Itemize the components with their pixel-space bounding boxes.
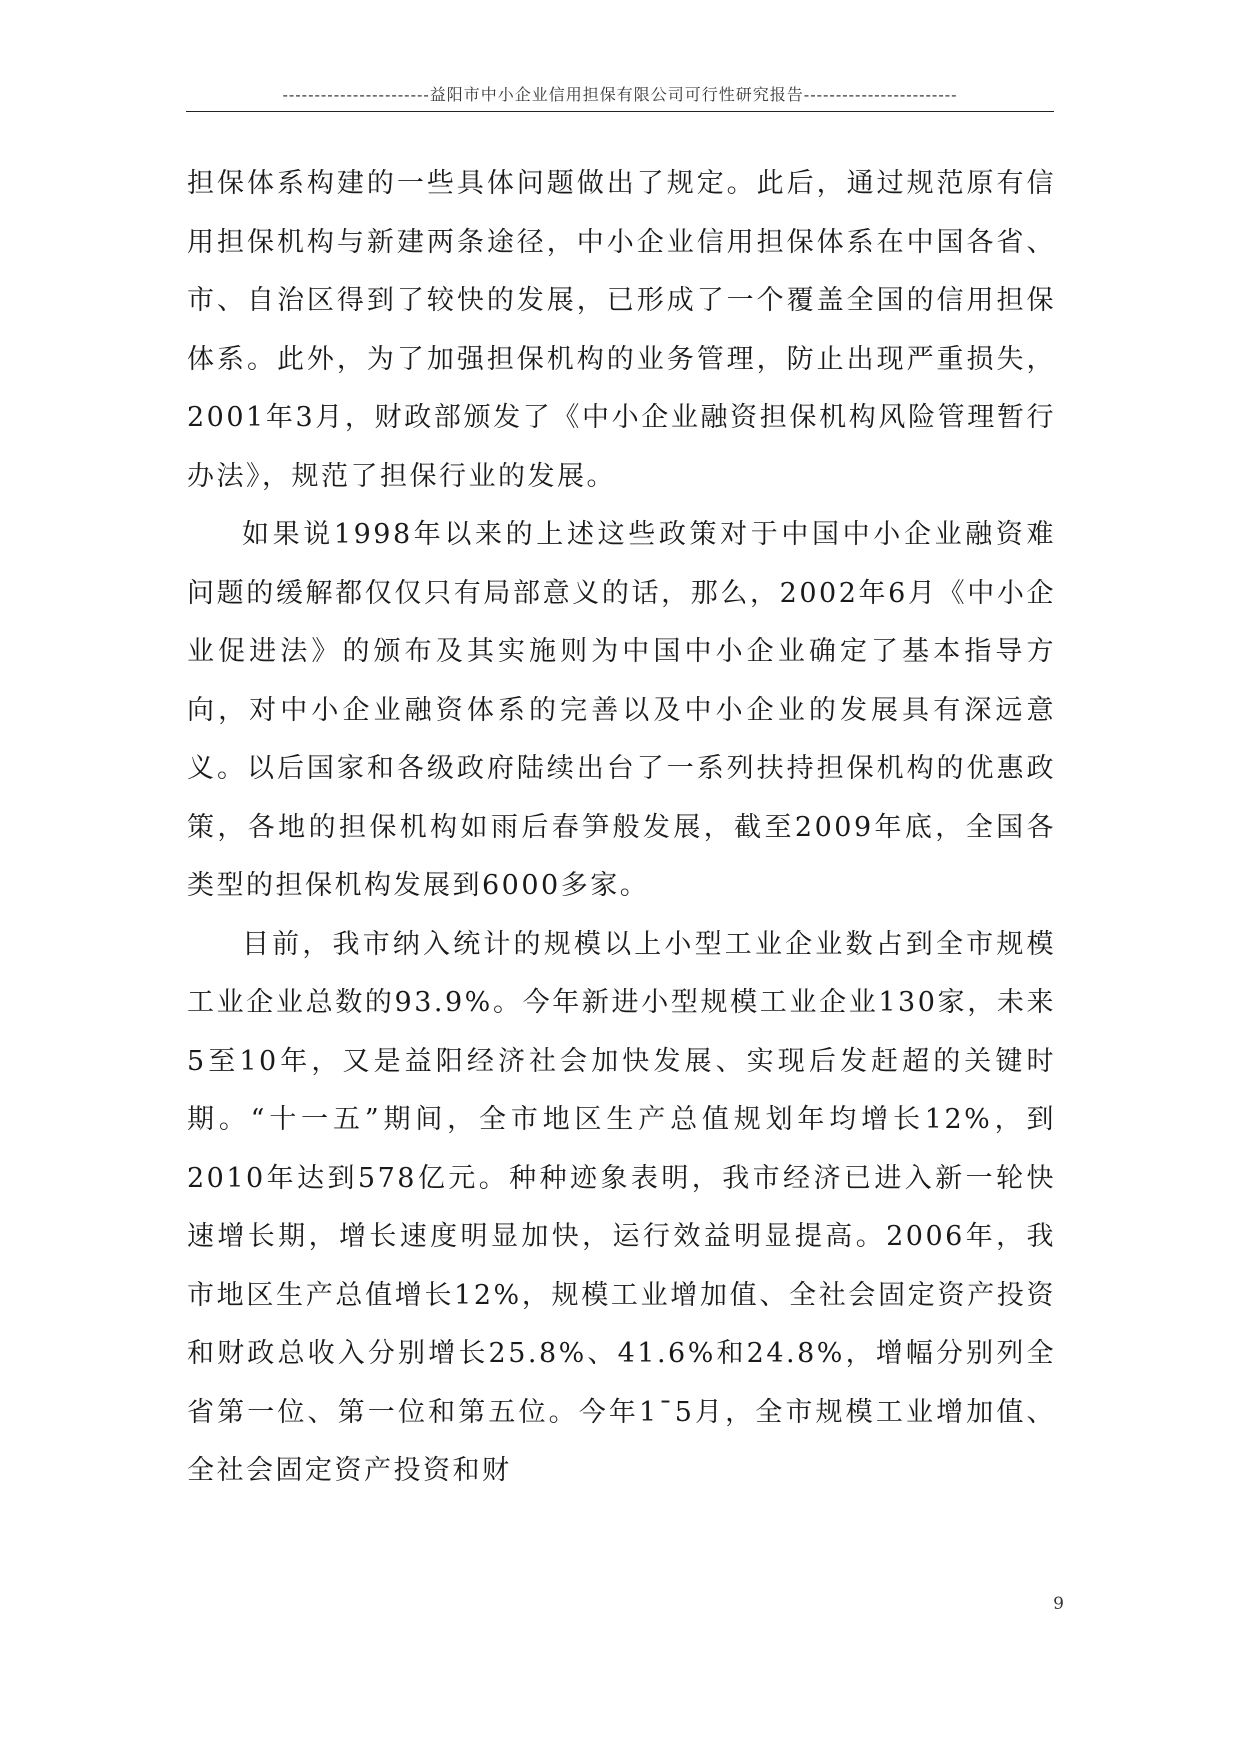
- page-number: 9: [1053, 1594, 1064, 1614]
- paragraph-2: 如果说1998年以来的上述这些政策对于中国中小企业融资难问题的缓解都仅仅只有局部意义的话，那么，2002年6月《中小企业促进法》的颁布及其实施则为中国中小企业确定了基本指导方向，对中小企业融资体系的完善以及中小企业的发展具有深远意义。以后国家和各级政府陆续出台了一系列扶持担保机构的优惠政策，各地的担保机构如雨后春笋般发展，截至2009年底，全国各类型的担保机构发展到6000多家。: [187, 519, 1056, 901]
- header-title: -----------------------益阳市中小企业信用担保有限公司可行性研究报告------------------------: [282, 85, 958, 104]
- body-text: [187, 155, 1056, 1501]
- paragraph-3: 目前，我市纳入统计的规模以上小型工业企业数占到全市规模工业企业总数的93.9%。今年新进小型规模工业企业130家，未来5至10年，又是益阳经济社会加快发展、实现后发赶超的关键时期。“十一五”期间，全市地区生产总值规划年均增长12%，到2010年达到578亿元。种种迹象表明，我市经济已进入新一轮快速增长期，增长速度明显加快，运行效益明显提高。2006年，我市地区生产总值增长12%，规模工业增加值、全社会固定资产投资和财政总收入分别增长25.8%、41.6%和24.8%，增幅分别列全省第一位、第一位和第五位。今年1¯5月，全市规模工业增加值、全社会固定资产投资和财: [187, 928, 1056, 1486]
- paragraph-1: 担保体系构建的一些具体问题做出了规定。此后，通过规范原有信用担保机构与新建两条途径，中小企业信用担保体系在中国各省、市、自治区得到了较快的发展，已形成了一个覆盖全国的信用担保体系。此外，为了加强担保机构的业务管理，防止出现严重损失，2001年3月，财政部颁发了《中小企业融资担保机构风险管理暂行办法》，规范了担保行业的发展。: [187, 168, 1056, 492]
- page-header: [186, 84, 1054, 114]
- header-rule: [186, 111, 1054, 112]
